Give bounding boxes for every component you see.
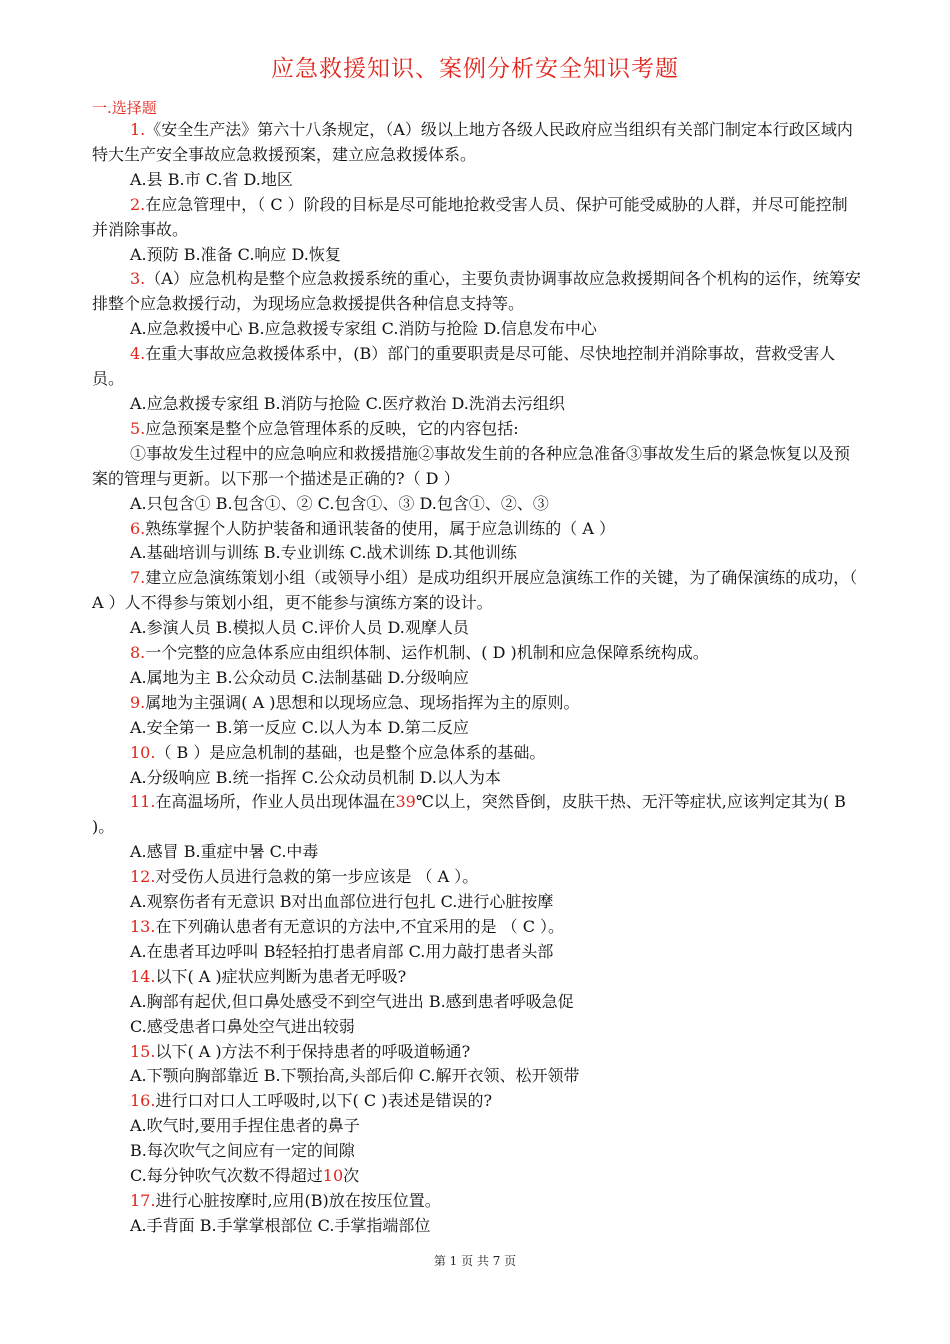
question-list	[92, 118, 862, 1239]
question-3	[92, 267, 862, 317]
question-text: 以下( A )症状应判断为患者无呼吸?	[155, 966, 407, 986]
question-16	[92, 1089, 862, 1114]
question-number: 8.	[130, 643, 146, 663]
question-number: 1.	[130, 120, 146, 139]
question-text: （ B ）是应急机制的基础，也是整个应急体系的基础。	[155, 742, 546, 762]
question-text-continued: ℃以上，突然昏倒，皮肤干热、无汗等症状,应该判定其为( B )。	[92, 792, 846, 837]
question-number: 2.	[130, 194, 146, 214]
question-options: A.吹气时,要用手捏住患者的鼻子	[130, 1116, 360, 1136]
question-number: 6.	[130, 518, 146, 538]
question-8	[92, 641, 862, 666]
temperature-value: 39	[395, 792, 416, 812]
question-number: 12.	[130, 867, 156, 887]
question-text: 熟练掌握个人防护装备和通讯装备的使用，属于应急训练的（ A ）	[145, 518, 615, 538]
question-options	[92, 1164, 862, 1189]
option-text-end: 次	[343, 1166, 360, 1186]
question-number: 5.	[130, 418, 146, 438]
question-number: 7.	[130, 568, 146, 588]
question-number: 16.	[130, 1091, 156, 1111]
question-2	[92, 193, 862, 243]
question-number: 11.	[130, 792, 156, 812]
question-options: A.应急救援专家组 B.消防与抢险 C.医疗救治 D.洗消去污组织	[130, 393, 565, 413]
question-text: 对受伤人员进行急救的第一步应该是 （ A ）。	[155, 867, 479, 887]
question-text: 在高温场所，作业人员出现体温在	[155, 792, 396, 812]
question-options: A.下颚向胸部靠近 B.下颚抬高,头部后仰 C.解开衣领、松开领带	[130, 1066, 580, 1086]
question-9	[92, 691, 862, 716]
question-text: 一个完整的应急体系应由组织体制、运作机制、( D )机制和应急保障系统构成。	[145, 643, 709, 663]
question-12	[92, 865, 862, 890]
question-number: 3.	[130, 269, 146, 289]
question-options: A.感冒 B.重症中暑 C.中毒	[130, 842, 319, 862]
question-11	[92, 790, 862, 840]
option-text: C.每分钟吹气次数不得超过	[130, 1166, 323, 1186]
question-13	[92, 915, 862, 940]
question-text: 进行心脏按摩时,应用(B)放在按压位置。	[155, 1190, 441, 1210]
question-1	[92, 118, 862, 168]
question-number: 15.	[130, 1041, 156, 1061]
question-number: 17.	[130, 1190, 156, 1210]
question-15	[92, 1040, 862, 1065]
document-title: 应急救援知识、案例分析安全知识考题	[271, 56, 679, 82]
page-footer: 第 1 页 共 7 页	[433, 1254, 517, 1268]
question-5	[92, 417, 862, 442]
question-options: A.预防 B.准备 C.响应 D.恢复	[130, 244, 341, 264]
question-number: 4.	[130, 344, 146, 364]
question-17	[92, 1189, 862, 1214]
question-text: 在应急管理中，（ C ）阶段的目标是尽可能地抢救受害人员、保护可能受威胁的人群，并尽可能控制并消除事故。	[92, 194, 848, 239]
question-10	[92, 741, 862, 766]
question-14	[92, 965, 862, 990]
question-text: 在重大事故应急救援体系中，(B）部门的重要职责是尽可能、尽快地控制并消除事故，营救受害人员。	[92, 344, 836, 389]
question-options: B.每次吹气之间应有一定的间隙	[130, 1141, 355, 1161]
question-options: A.胸部有起伏,但口鼻处感受不到空气进出 B.感到患者呼吸急促	[130, 991, 574, 1011]
question-5-detail: ①事故发生过程中的应急响应和救援措施②事故发生前的各种应急准备③事故发生后的紧急恢复以及预案的管理与更新。以下那一个描述是正确的?（ D ）	[92, 443, 851, 488]
option-number: 10	[322, 1166, 344, 1186]
question-options: A.属地为主 B.公众动员 C.法制基础 D.分级响应	[130, 667, 469, 687]
question-number: 10.	[130, 742, 156, 762]
question-options: C.感受患者口鼻处空气进出较弱	[130, 1016, 355, 1036]
section-heading: 一.选择题	[92, 99, 157, 117]
question-text: 进行口对口人工呼吸时,以下( C )表述是错误的?	[155, 1091, 493, 1111]
question-text: 属地为主强调( A )思想和以现场应急、现场指挥为主的原则。	[145, 692, 580, 712]
question-number: 14.	[130, 966, 156, 986]
question-options: A.应急救援中心 B.应急救援专家组 C.消防与抢险 D.信息发布中心	[130, 319, 597, 339]
question-7	[92, 566, 862, 616]
question-6	[92, 517, 862, 542]
question-text: 以下( A )方法不利于保持患者的呼吸道畅通?	[155, 1041, 471, 1061]
question-options: A.手背面 B.手掌掌根部位 C.手掌指端部位	[130, 1215, 431, 1235]
question-text: （A）应急机构是整个应急救援系统的重心，主要负责协调事故应急救援期间各个机构的运作，统筹安排整个应急救援行动，为现场应急救援提供各种信息支持等。	[92, 269, 861, 314]
question-number: 9.	[130, 692, 146, 712]
question-options: A.观察伤者有无意识 B对出血部位进行包扎 C.进行心脏按摩	[130, 892, 554, 912]
question-options: A.安全第一 B.第一反应 C.以人为本 D.第二反应	[130, 717, 469, 737]
question-text: 应急预案是整个应急管理体系的反映，它的内容包括:	[145, 418, 519, 438]
question-options: A.分级响应 B.统一指挥 C.公众动员机制 D.以人为本	[130, 767, 501, 787]
question-options: A.只包含① B.包含①、② C.包含①、③ D.包含①、②、③	[130, 493, 549, 513]
question-options: A.县 B.市 C.省 D.地区	[130, 169, 293, 189]
question-text: 在下列确认患者有无意识的方法中,不宜采用的是 （ C ）。	[155, 917, 565, 936]
question-4	[92, 342, 862, 392]
question-text: 《安全生产法》第六十八条规定，（A）级以上地方各级人民政府应当组织有关部门制定本行政区域内特大生产安全事故应急救援预案，建立应急救援体系。	[92, 120, 853, 164]
question-number: 13.	[130, 917, 156, 936]
question-options: A.基础培训与训练 B.专业训练 C.战术训练 D.其他训练	[130, 543, 517, 563]
question-text: 建立应急演练策划小组（或领导小组）是成功组织开展应急演练工作的关键，为了确保演练的成功，（ A ）人不得参与策划小组，更不能参与演练方案的设计。	[92, 568, 858, 613]
question-options: A.在患者耳边呼叫 B轻轻拍打患者肩部 C.用力敲打患者头部	[130, 941, 554, 961]
question-options: A.参演人员 B.模拟人员 C.评价人员 D.观摩人员	[130, 618, 469, 638]
